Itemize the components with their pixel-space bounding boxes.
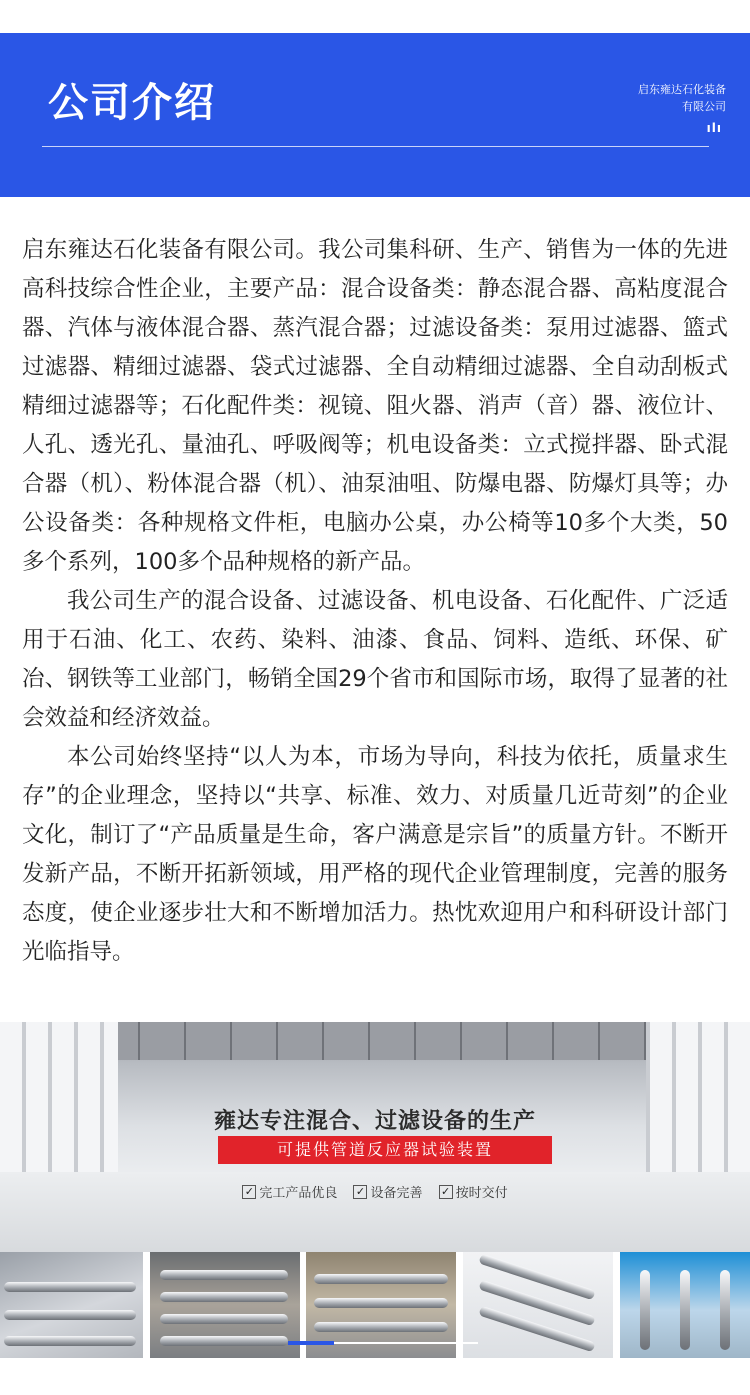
check-item xyxy=(353,1182,422,1201)
company-name-line2: 有限公司 xyxy=(682,100,726,113)
intro-paragraph-3: 本公司始终坚持“以人为本，市场为导向，科技为依托，质量求生存”的企业理念，坚持以“共享、标准、效力、对质量几近苛刻”的企业文化，制订了“产品质量是生命，客户满意是宗旨”的质量方针。不断开发新产品，不断开拓新领域，用严格的现代企业管理制度，完善的服务态度，使企业逐步壮大和不断增加活力。热忱欢迎用户和科研设计部门光临指导。 xyxy=(22,744,728,965)
pipe-shape xyxy=(160,1270,288,1280)
showroom-wall-right xyxy=(646,1022,750,1182)
pipe-shape xyxy=(314,1298,448,1308)
product-thumbnail-pipe-coil[interactable] xyxy=(463,1252,613,1358)
brand-mark-icon: ılı xyxy=(706,121,722,135)
showroom-checklist xyxy=(0,1182,750,1201)
product-thumbnail-skid-unit[interactable] xyxy=(620,1252,750,1358)
page-title: 公司介绍 xyxy=(48,80,216,126)
pipe-shape xyxy=(314,1274,448,1284)
showroom-wall-left xyxy=(0,1022,118,1182)
company-intro xyxy=(22,231,728,972)
carousel-scrollbar-thumb[interactable] xyxy=(288,1341,334,1345)
pipe-shape xyxy=(160,1336,288,1346)
check-item xyxy=(439,1182,508,1201)
pipe-shape xyxy=(160,1314,288,1324)
showroom-banner-image xyxy=(0,1022,750,1254)
intro-paragraph-2: 我公司生产的混合设备、过滤设备、机电设备、石化配件、广泛适用于石油、化工、农药、染料、油漆、食品、饲料、造纸、环保、矿冶、钢铁等工业部门，畅销全国29个省市和国际市场，取得了显著的社会效益和经济效益。 xyxy=(22,588,728,731)
pipe-shape xyxy=(314,1322,448,1332)
product-thumbnail-pipe-fitting[interactable] xyxy=(0,1252,143,1358)
pipe-shape xyxy=(4,1282,136,1292)
check-item xyxy=(242,1182,337,1201)
checkbox-icon: ✓ xyxy=(353,1185,367,1199)
intro-paragraph-1: 启东雍达石化装备有限公司。我公司集科研、生产、销售为一体的先进高科技综合性企业，主要产品：混合设备类：静态混合器、高粘度混合器、汽体与液体混合器、蒸汽混合器；过滤设备类：泵用过滤器、篮式过滤器、精细过滤器、袋式过滤器、全自动精细过滤器、全自动刮板式精细过滤器等；石化配件类：视镜、阻火器、消声（音）器、液位计、人孔、透光孔、量油孔、呼吸阀等；机电设备类：立式搅拌器、卧式混合器（机）、粉体混合器（机）、油泵油咀、防爆电器、防爆灯具等；办公设备类：各种规格文件柜，电脑办公桌，办公椅等10多个大类，50多个系列，100多个品种规格的新产品。 xyxy=(22,237,728,575)
pipe-shape xyxy=(4,1310,136,1320)
pipe-shape xyxy=(640,1270,650,1350)
header-banner xyxy=(0,33,750,197)
checkbox-icon: ✓ xyxy=(242,1185,256,1199)
checkbox-icon: ✓ xyxy=(439,1185,453,1199)
company-name xyxy=(606,81,726,115)
check-label: 完工产品优良 xyxy=(259,1186,338,1201)
pipe-shape xyxy=(720,1270,730,1350)
pipe-shape xyxy=(4,1336,136,1346)
pipe-shape xyxy=(160,1292,288,1302)
check-label: 设备完善 xyxy=(370,1186,423,1201)
showroom-subline: 可提供管道反应器试验装置 xyxy=(218,1136,552,1164)
company-name-line1: 启东雍达石化装备 xyxy=(638,83,726,96)
header-divider xyxy=(42,146,709,147)
product-thumbnail-tube-bundle[interactable] xyxy=(150,1252,300,1358)
check-label: 按时交付 xyxy=(455,1186,508,1201)
pipe-shape xyxy=(680,1270,690,1350)
showroom-headline: 雍达专注混合、过滤设备的生产 xyxy=(213,1109,536,1134)
